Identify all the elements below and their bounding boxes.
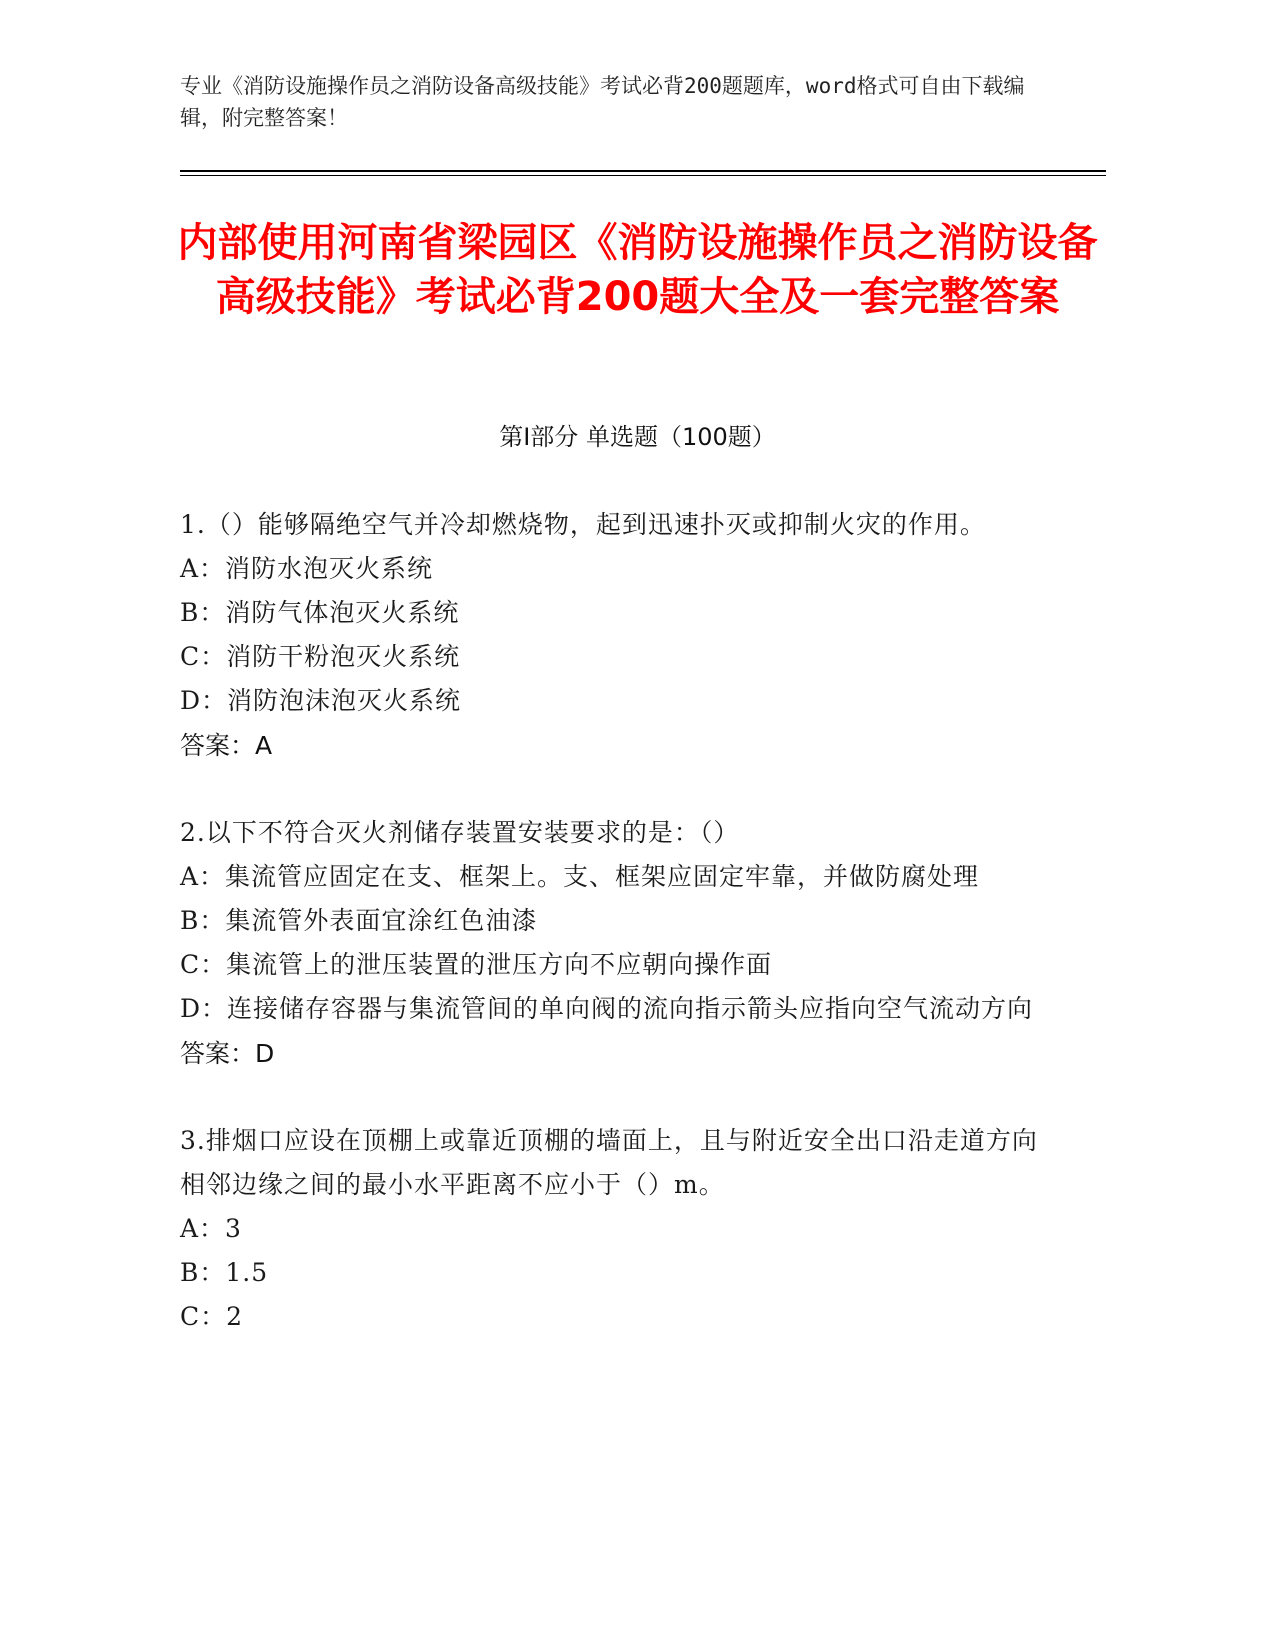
question-stem: 1.（）能够隔绝空气并冷却燃烧物，起到迅速扑灭或抑制火灾的作用。 — [180, 510, 986, 539]
question-2 — [180, 811, 1040, 1077]
option-d: D：连接储存容器与集流管间的单向阀的流向指示箭头应指向空气流动方向 — [180, 994, 1034, 1023]
option-c: C：2 — [180, 1302, 244, 1331]
question-3 — [180, 1119, 1040, 1339]
option-b: B：消防气体泡灭火系统 — [180, 598, 460, 627]
document-title: 内部使用河南省梁园区《消防设施操作员之消防设备高级技能》考试必背200题大全及一套完整答案 — [177, 220, 1098, 320]
option-a: A：3 — [180, 1214, 242, 1243]
option-d: D：消防泡沫泡灭火系统 — [180, 686, 462, 715]
question-stem: 2.以下不符合灭火剂储存装置安装要求的是：（） — [180, 818, 740, 847]
option-b: B：集流管外表面宜涂红色油漆 — [180, 906, 538, 935]
option-b: B：1.5 — [180, 1258, 269, 1287]
option-c: C：集流管上的泄压装置的泄压方向不应朝向操作面 — [180, 950, 773, 979]
section-heading: 第Ⅰ部分 单选题（100题） — [499, 423, 776, 451]
question-list — [180, 503, 1040, 1381]
answer: 答案：D — [180, 1039, 275, 1068]
header-note: 专业《消防设施操作员之消防设备高级技能》考试必背200题题库，word格式可自由下载编辑，附完整答案！ — [180, 74, 1025, 130]
question-1 — [180, 503, 1040, 769]
header-divider-thick — [180, 170, 1106, 172]
option-a: A：集流管应固定在支、框架上。支、框架应固定牢靠，并做防腐处理 — [180, 862, 980, 891]
option-c: C：消防干粉泡灭火系统 — [180, 642, 461, 671]
answer: 答案：A — [180, 731, 273, 760]
option-a: A：消防水泡灭火系统 — [180, 554, 434, 583]
question-stem: 3.排烟口应设在顶棚上或靠近顶棚的墙面上，且与附近安全出口沿走道方向相邻边缘之间的最小水平距离不应小于（）m。 — [180, 1126, 1038, 1199]
header-divider-thin — [180, 175, 1106, 176]
